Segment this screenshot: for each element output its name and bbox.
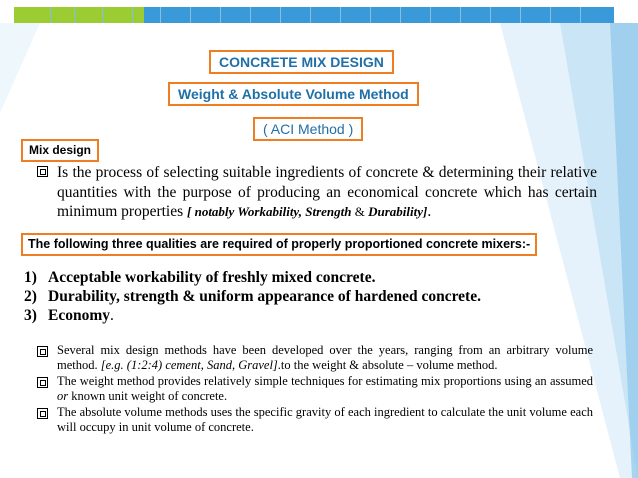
list-item <box>37 343 593 373</box>
definition-amp: & <box>351 204 369 219</box>
qualities-heading: The following three qualities are required of properly proportioned concrete mixers:- <box>21 233 537 256</box>
definition-durability: Durability] <box>368 204 428 219</box>
list-number: 2) <box>24 288 37 305</box>
page-subtitle: Weight & Absolute Volume Method <box>168 82 419 106</box>
checkbox-bullet-icon <box>37 377 48 388</box>
checkbox-bullet-icon <box>37 346 48 357</box>
list-item <box>37 374 593 404</box>
list-item <box>24 268 584 287</box>
definition-end: . <box>427 203 432 220</box>
method-label: ( ACI Method ) <box>253 117 363 141</box>
method-text-cont: known unit weight of concrete. <box>68 389 228 403</box>
mix-design-definition <box>37 163 597 222</box>
list-number: 3) <box>24 307 37 324</box>
definition-properties: [ notably Workability, Strength <box>187 204 352 219</box>
method-text: The absolute volume methods uses the specific gravity of each ingredient to calculate the unit volume each will occupy in unit volume of concrete. <box>57 405 593 434</box>
qualities-list <box>24 268 584 325</box>
list-item-text: Durability, strength & uniform appearance of hardened concrete. <box>48 288 481 305</box>
definition-text: Is the process of selecting suitable ingredients of concrete & determining their relative quantities with the purpose of producing an economical concrete which has certain minimum properties <box>57 164 597 220</box>
list-item <box>24 287 584 306</box>
checkbox-bullet-icon <box>37 408 48 419</box>
page-title: CONCRETE MIX DESIGN <box>209 50 394 74</box>
method-or: or <box>57 389 69 403</box>
method-example: [e.g. (1:2:4) cement, Sand, Gravel] <box>100 358 278 372</box>
list-number: 1) <box>24 269 37 286</box>
methods-section <box>37 343 593 435</box>
list-item-suffix: . <box>110 307 114 324</box>
top-decorative-bar <box>14 7 614 23</box>
checkbox-bullet-icon <box>37 166 48 177</box>
list-item-text: Acceptable workability of freshly mixed concrete. <box>48 269 376 286</box>
mix-design-label: Mix design <box>21 139 99 162</box>
method-text: The weight method provides relatively simple techniques for estimating mix proportions using an assumed <box>57 374 593 388</box>
list-item <box>24 306 584 325</box>
method-text-cont: .to the weight & absolute – volume method. <box>277 358 498 372</box>
list-item-text: Economy <box>48 307 110 324</box>
top-bar-green-segment <box>14 7 144 23</box>
method-text: Several mix design methods have been developed over the years, ranging from an arbitrary volume method. <box>57 343 593 372</box>
list-item <box>37 405 593 435</box>
